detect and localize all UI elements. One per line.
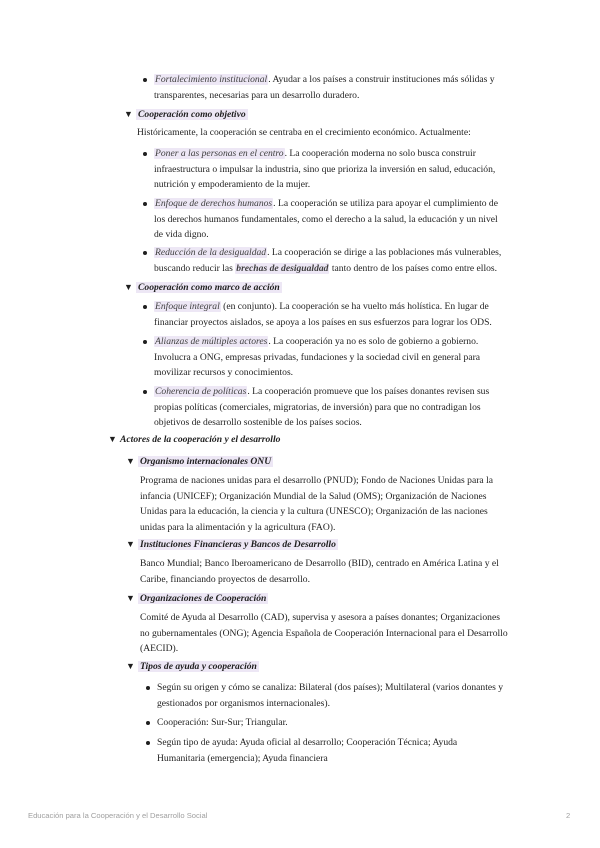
item-text: . La cooperación promueve que los países donantes revisen sus propias políticas (comerciales, migratorias, de inversión) para que no contradigan los objetivos de desarrollo sostenible de los países socios. (154, 386, 490, 429)
bullet-icon (143, 340, 147, 344)
footer-page-number: 2 (566, 811, 571, 820)
highlighted-term: Fortalecimiento institucional (155, 74, 268, 85)
list-item-tipo-ayuda: Según tipo de ayuda: Ayuda oficial al desarrollo; Cooperación Técnica; Ayuda Humanitaria (emergencia); Ayuda financiera (157, 735, 507, 766)
item-text: . La cooperación se utiliza para apoyar el cumplimiento de los derechos humanos fundamentales, como el derecho a la salud, la educación y un nivel de vida digno. (154, 198, 498, 241)
list-item-derechos (154, 196, 508, 243)
toggle-heading-organizaciones[interactable] (126, 593, 268, 604)
triangle-down-icon: ▼ (124, 109, 133, 119)
financieras-paragraph: Banco Mundial; Banco Iberoamericano de Desarrollo (BID), centrado en América Latina y el Caribe, financiando proyectos de desarrollo. (140, 558, 499, 585)
toggle-heading-objetivo[interactable] (124, 109, 248, 120)
bullet-icon (146, 741, 150, 745)
highlighted-term: Poner a las personas en el centro (155, 148, 284, 159)
triangle-down-icon: ▼ (126, 593, 135, 603)
list-item-enfoque-integral (154, 299, 508, 330)
triangle-down-icon: ▼ (126, 539, 135, 549)
list-item-fortalecimiento (154, 72, 504, 103)
highlighted-term: Alianzas de múltiples actores (155, 336, 268, 347)
item-text: . Ayudar a los países a construir instituciones más sólidas y transparentes, necesarias para un desarrollo duradero. (154, 74, 495, 101)
footer-title: Educación para la Cooperación y el Desarrollo Social (28, 811, 208, 820)
list-item-coherencia (154, 384, 508, 431)
item-text: . La cooperación moderna no solo busca construir infraestructura o impulsar la industria, sino que prioriza la inversión en salud, educación, nutrición y empoderamiento de la mujer. (154, 148, 496, 191)
highlighted-term: Enfoque integral (155, 301, 220, 312)
heading-label: Organizaciones de Cooperación (140, 593, 267, 604)
bullet-icon (146, 686, 150, 690)
heading-label: Cooperación como marco de acción (138, 282, 280, 293)
list-item-alianzas (154, 334, 508, 381)
toggle-heading-marco[interactable] (124, 282, 282, 293)
bullet-icon (146, 721, 150, 725)
onu-paragraph: Programa de naciones unidas para el desarrollo (PNUD); Fondo de Naciones Unidas para la infancia (UNICEF); Organización Mundial de la Salud (OMS); Organización de Naciones Unidas para la educación, la ciencia y la cultura (UNESCO); Organización de las naciones unidas para la alimentación y la agricultura (FAO). (140, 475, 493, 533)
item-text: . La cooperación se dirige a las poblaciones más vulnerables, buscando reducir las (154, 247, 502, 274)
bullet-icon (143, 305, 147, 309)
heading-label: Instituciones Financieras y Bancos de Desarrollo (140, 539, 336, 550)
toggle-heading-actores[interactable] (108, 434, 280, 445)
bullet-icon (143, 152, 147, 156)
list-item-origen: Según su origen y cómo se canaliza: Bilateral (dos países); Multilateral (varios donantes y gestionados por organismos internacionales). (157, 680, 507, 711)
toggle-heading-onu[interactable] (126, 456, 273, 467)
bullet-icon (143, 78, 147, 82)
highlighted-term: Reducción de la desigualdad (155, 247, 267, 258)
bullet-icon (143, 202, 147, 206)
item-text: . La cooperación ya no es solo de gobierno a gobierno. Involucra a ONG, empresas privadas, fundaciones y la sociedad civil en general para movilizar recursos y conocimientos. (154, 336, 481, 379)
triangle-down-icon: ▼ (124, 282, 133, 292)
bullet-icon (143, 390, 147, 394)
triangle-down-icon: ▼ (126, 456, 135, 466)
heading-label: Actores de la cooperación y el desarrollo (120, 434, 281, 445)
toggle-heading-financieras[interactable] (126, 539, 338, 550)
triangle-down-icon: ▼ (126, 661, 135, 671)
organizaciones-paragraph: Comité de Ayuda al Desarrollo (CAD), supervisa y asesora a países donantes; Organizaciones no gubernamentales (ONG); Agencia Española de Cooperación Internacional para el Desarrollo (AECID). (140, 612, 508, 655)
bold-highlighted-term: brechas de desigualdad (236, 262, 329, 274)
item-text: (en conjunto). La cooperación se ha vuelto más holística. En lugar de financiar proyectos aislados, se apoya a los países en sus esfuerzos para lograr los ODS. (154, 301, 492, 328)
item-text: tanto dentro de los países como entre ellos. (329, 262, 498, 274)
toggle-heading-tipos[interactable] (126, 661, 259, 672)
heading-label: Organismo internacionales ONU (140, 456, 272, 467)
bullet-icon (143, 251, 147, 255)
highlighted-term: Enfoque de derechos humanos (155, 198, 273, 209)
triangle-down-icon: ▼ (108, 434, 117, 444)
list-item-personas (154, 146, 508, 193)
heading-label: Cooperación como objetivo (138, 109, 246, 120)
intro-paragraph: Históricamente, la cooperación se centraba en el crecimiento económico. Actualmente: (137, 127, 471, 138)
heading-label: Tipos de ayuda y cooperación (140, 661, 257, 672)
list-item-sur-sur: Cooperación: Sur-Sur; Triangular. (157, 715, 507, 731)
highlighted-term: Coherencia de políticas (155, 386, 247, 397)
list-item-desigualdad (154, 245, 508, 276)
